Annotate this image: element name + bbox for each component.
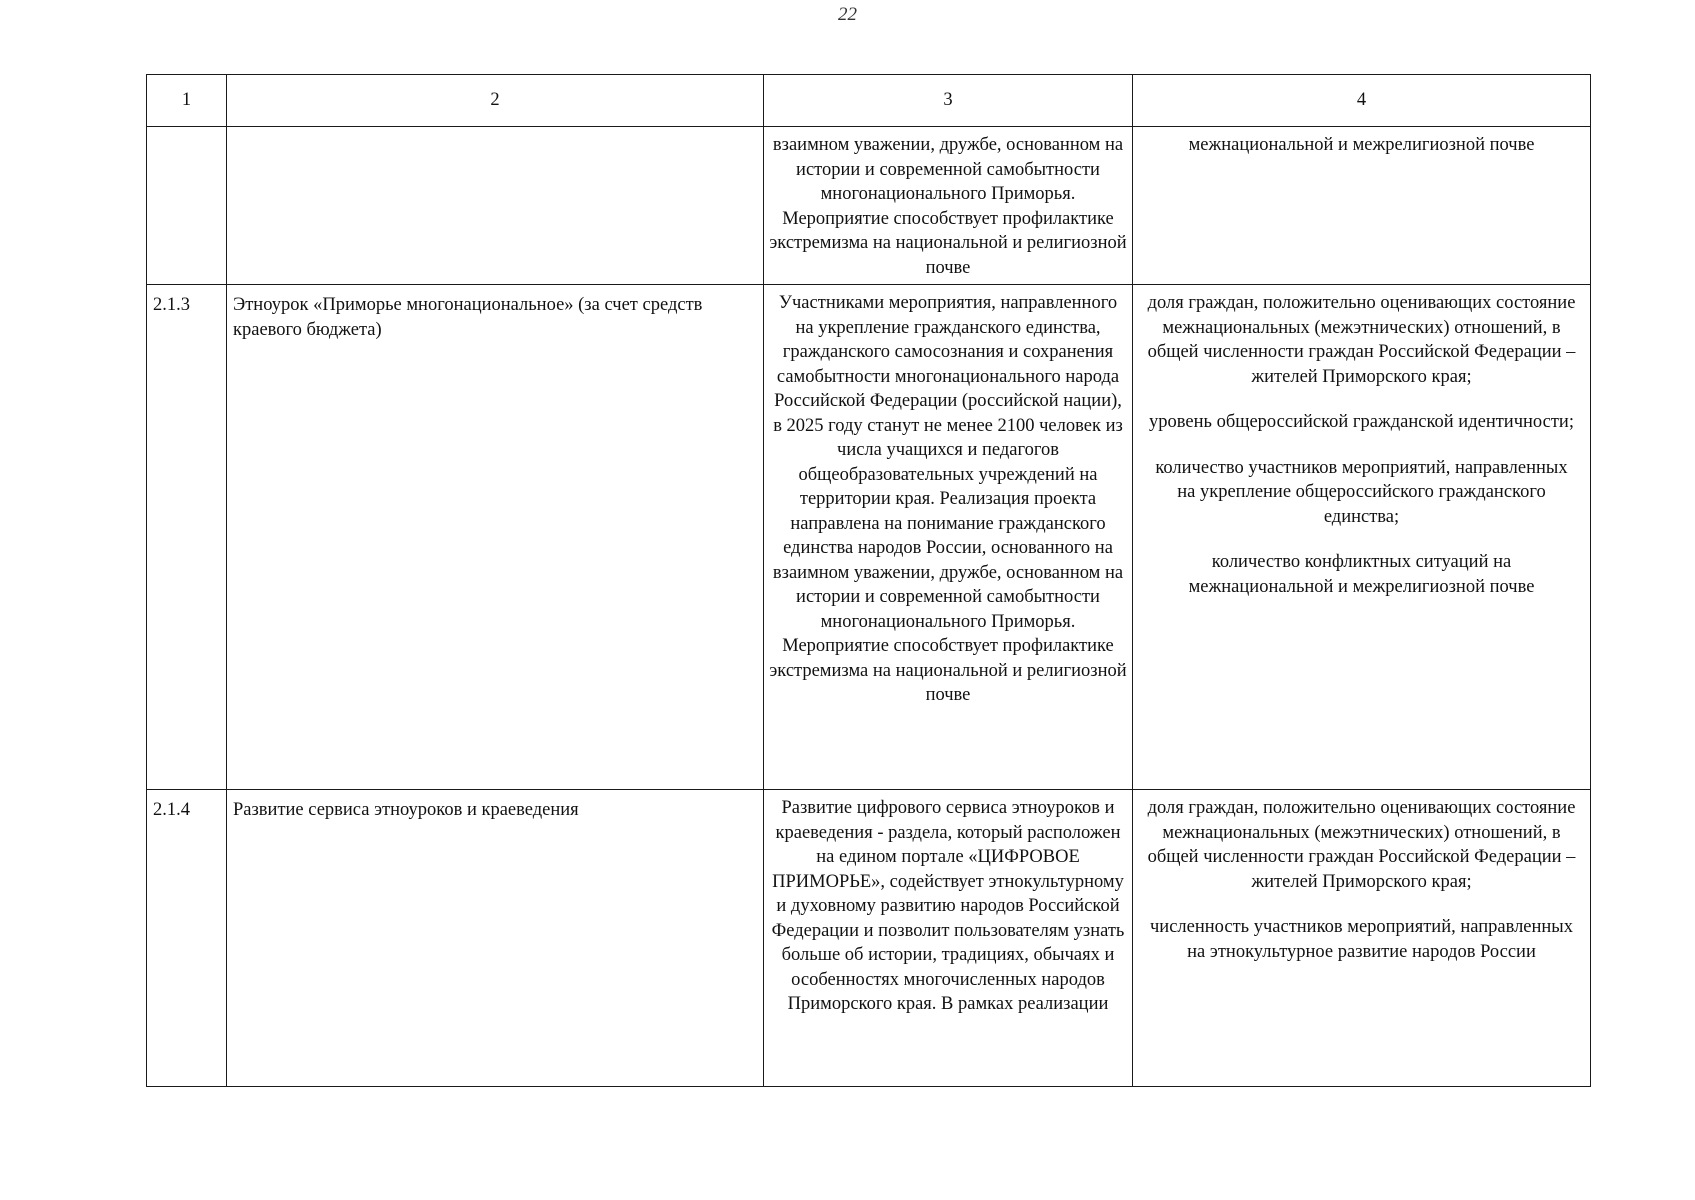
measure-name-cell [227, 285, 764, 790]
indicator-item: доля граждан, положительно оценивающих состояние межнациональных (межэтнических) отношений, в общей численности граждан Российской Федерации – жителей Приморского края; [1147, 293, 1576, 387]
measure-description: Участниками мероприятия, направленного на укрепление гражданского единства, гражданского самосознания и сохранения самобытности многонационального народа Российской Федерации (российской нации), в 2025 году станут не менее 2100 человек из числа учащихся и педагогов общеобразовательных учреждений на территории края. Реализация проекта направлена на понимание гражданского единства народов России, основанного на взаимном уважении, дружбе, основанном на истории и современной самобытности многонационального Приморья. Мероприятие способствует профилактике экстремизма на национальной и религиозной почве [769, 293, 1127, 705]
indicators-cell [1133, 790, 1591, 1087]
page-number: 22 [838, 4, 857, 25]
program-measures-table [146, 74, 1591, 1087]
table-row-continuation [147, 127, 1591, 285]
column-number-header-4: 4 [1133, 75, 1591, 127]
indicator-item: доля граждан, положительно оценивающих состояние межнациональных (межэтнических) отношений, в общей численности граждан Российской Федерации – жителей Приморского края; [1147, 798, 1576, 892]
measure-description-cell [764, 790, 1133, 1087]
row-number: 2.1.3 [153, 295, 190, 315]
measure-name-cell [227, 790, 764, 1087]
indicator-item: уровень общероссийской гражданской идентичности; [1149, 412, 1574, 432]
indicator-item: межнациональной и межрелигиозной почве [1188, 135, 1535, 155]
row-number-cell [147, 790, 227, 1087]
column-number-header-1: 1 [147, 75, 227, 127]
indicator-item: количество конфликтных ситуаций на межнациональной и межрелигиозной почве [1188, 552, 1535, 597]
indicators-cell [1133, 285, 1591, 790]
measure-name: Этноурок «Приморье многонациональное» (за счет средств краевого бюджета) [233, 295, 703, 340]
indicators-cell [1133, 127, 1591, 285]
table-header-row [147, 75, 1591, 127]
measure-description-cell [764, 127, 1133, 285]
column-number-header-3: 3 [764, 75, 1133, 127]
measure-description-cell [764, 285, 1133, 790]
measure-name-cell [227, 127, 764, 285]
table-row-2-1-4 [147, 790, 1591, 1087]
row-number-cell [147, 285, 227, 790]
column-number-header-2: 2 [227, 75, 764, 127]
table-row-2-1-3 [147, 285, 1591, 790]
measure-description: взаимном уважении, дружбе, основанном на истории и современной самобытности многонационального Приморья. Мероприятие способствует профилактике экстремизма на национальной и религиозной почве [769, 135, 1127, 278]
row-number: 2.1.4 [153, 800, 190, 820]
measure-description: Развитие цифрового сервиса этноуроков и краеведения - раздела, который расположен на едином портале «ЦИФРОВОЕ ПРИМОРЬЕ», содействует этнокультурному и духовному развитию народов Российской Федерации и позволит пользователям узнать больше об истории, традициях, обычаях и особенностях многочисленных народов Приморского края. В рамках реализации [771, 798, 1125, 1014]
measure-name: Развитие сервиса этноуроков и краеведения [233, 800, 579, 820]
indicator-item: количество участников мероприятий, направленных на укрепление общероссийского гражданского единства; [1155, 457, 1568, 527]
row-number-cell [147, 127, 227, 285]
indicator-item: численность участников мероприятий, направленных на этнокультурное развитие народов России [1149, 917, 1573, 962]
